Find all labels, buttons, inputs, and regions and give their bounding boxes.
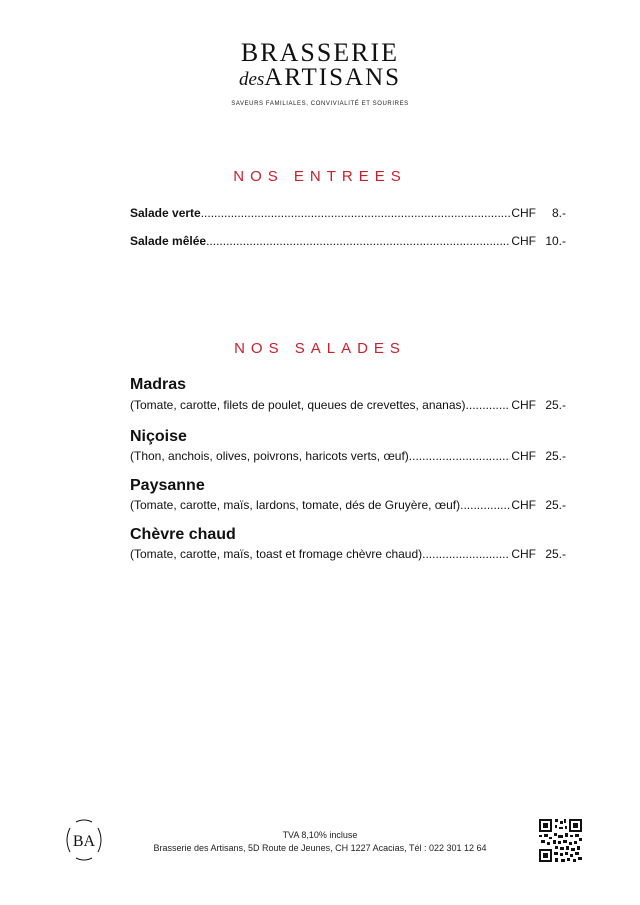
item-description: (Tomate, carotte, maïs, toast et fromage chèvre chaud) <box>130 547 423 561</box>
item-description: (Thon, anchois, olives, poivrons, haricots verts, œuf) <box>130 449 409 463</box>
footer-address: Brasserie des Artisans, 5D Route de Jeunes, CH 1227 Acacias, Tél : 022 301 12 64 <box>153 843 487 853</box>
item-currency: CHF <box>511 547 536 561</box>
dot-leader <box>422 547 510 561</box>
item-description: (Tomate, carotte, maïs, lardons, tomate, dés de Gruyère, œuf) <box>130 498 461 512</box>
dot-leader <box>409 449 511 463</box>
item-currency: CHF <box>511 398 536 412</box>
logo-des: des <box>238 69 265 90</box>
menu-item-paysanne <box>130 498 566 512</box>
logo-initials: BA <box>72 833 96 850</box>
item-description: (Tomate, carotte, filets de poulet, queues de crevettes, ananas) <box>130 398 466 412</box>
item-name: Salade mêlée <box>130 234 207 248</box>
qr-code-icon <box>539 819 582 862</box>
menu-item-salade-verte <box>130 206 566 220</box>
section-title-salades: NOS SALADES <box>234 340 406 357</box>
logo-artisans: ARTISANS <box>264 64 402 91</box>
item-price: 25.- <box>545 547 566 561</box>
menu-item-salade-melee <box>130 234 566 248</box>
item-price: 25.- <box>545 449 566 463</box>
logo-line-artisans <box>0 66 640 93</box>
item-price: 25.- <box>545 498 566 512</box>
section-title-entrees: NOS ENTREES <box>233 168 407 185</box>
menu-item-madras <box>130 398 566 412</box>
item-currency: CHF <box>511 449 536 463</box>
dot-leader <box>466 398 511 412</box>
item-currency: CHF <box>511 498 536 512</box>
dish-title-chevre-chaud: Chèvre chaud <box>130 526 236 543</box>
footer-tva: TVA 8,10% incluse <box>282 830 358 840</box>
menu-item-chevre-chaud <box>130 547 566 561</box>
item-name: Salade verte <box>130 206 201 220</box>
dot-leader <box>206 234 510 248</box>
item-price: 10.- <box>545 234 566 248</box>
item-price: 8.- <box>551 206 566 220</box>
logo-tagline: SAVEURS FAMILIALES, CONVIVIALITÉ ET SOURIRES <box>231 101 409 107</box>
menu-item-nicoise <box>130 449 566 463</box>
dish-title-madras: Madras <box>130 376 187 393</box>
item-currency: CHF <box>511 234 536 248</box>
item-price: 25.- <box>545 398 566 412</box>
dish-title-paysanne: Paysanne <box>130 477 205 494</box>
brand-logo <box>0 40 640 107</box>
dot-leader <box>460 498 510 512</box>
dish-title-nicoise: Niçoise <box>130 428 187 445</box>
item-currency: CHF <box>511 206 536 220</box>
dot-leader <box>201 206 511 220</box>
logo-line-brasserie: BRASSERIE <box>240 38 400 67</box>
